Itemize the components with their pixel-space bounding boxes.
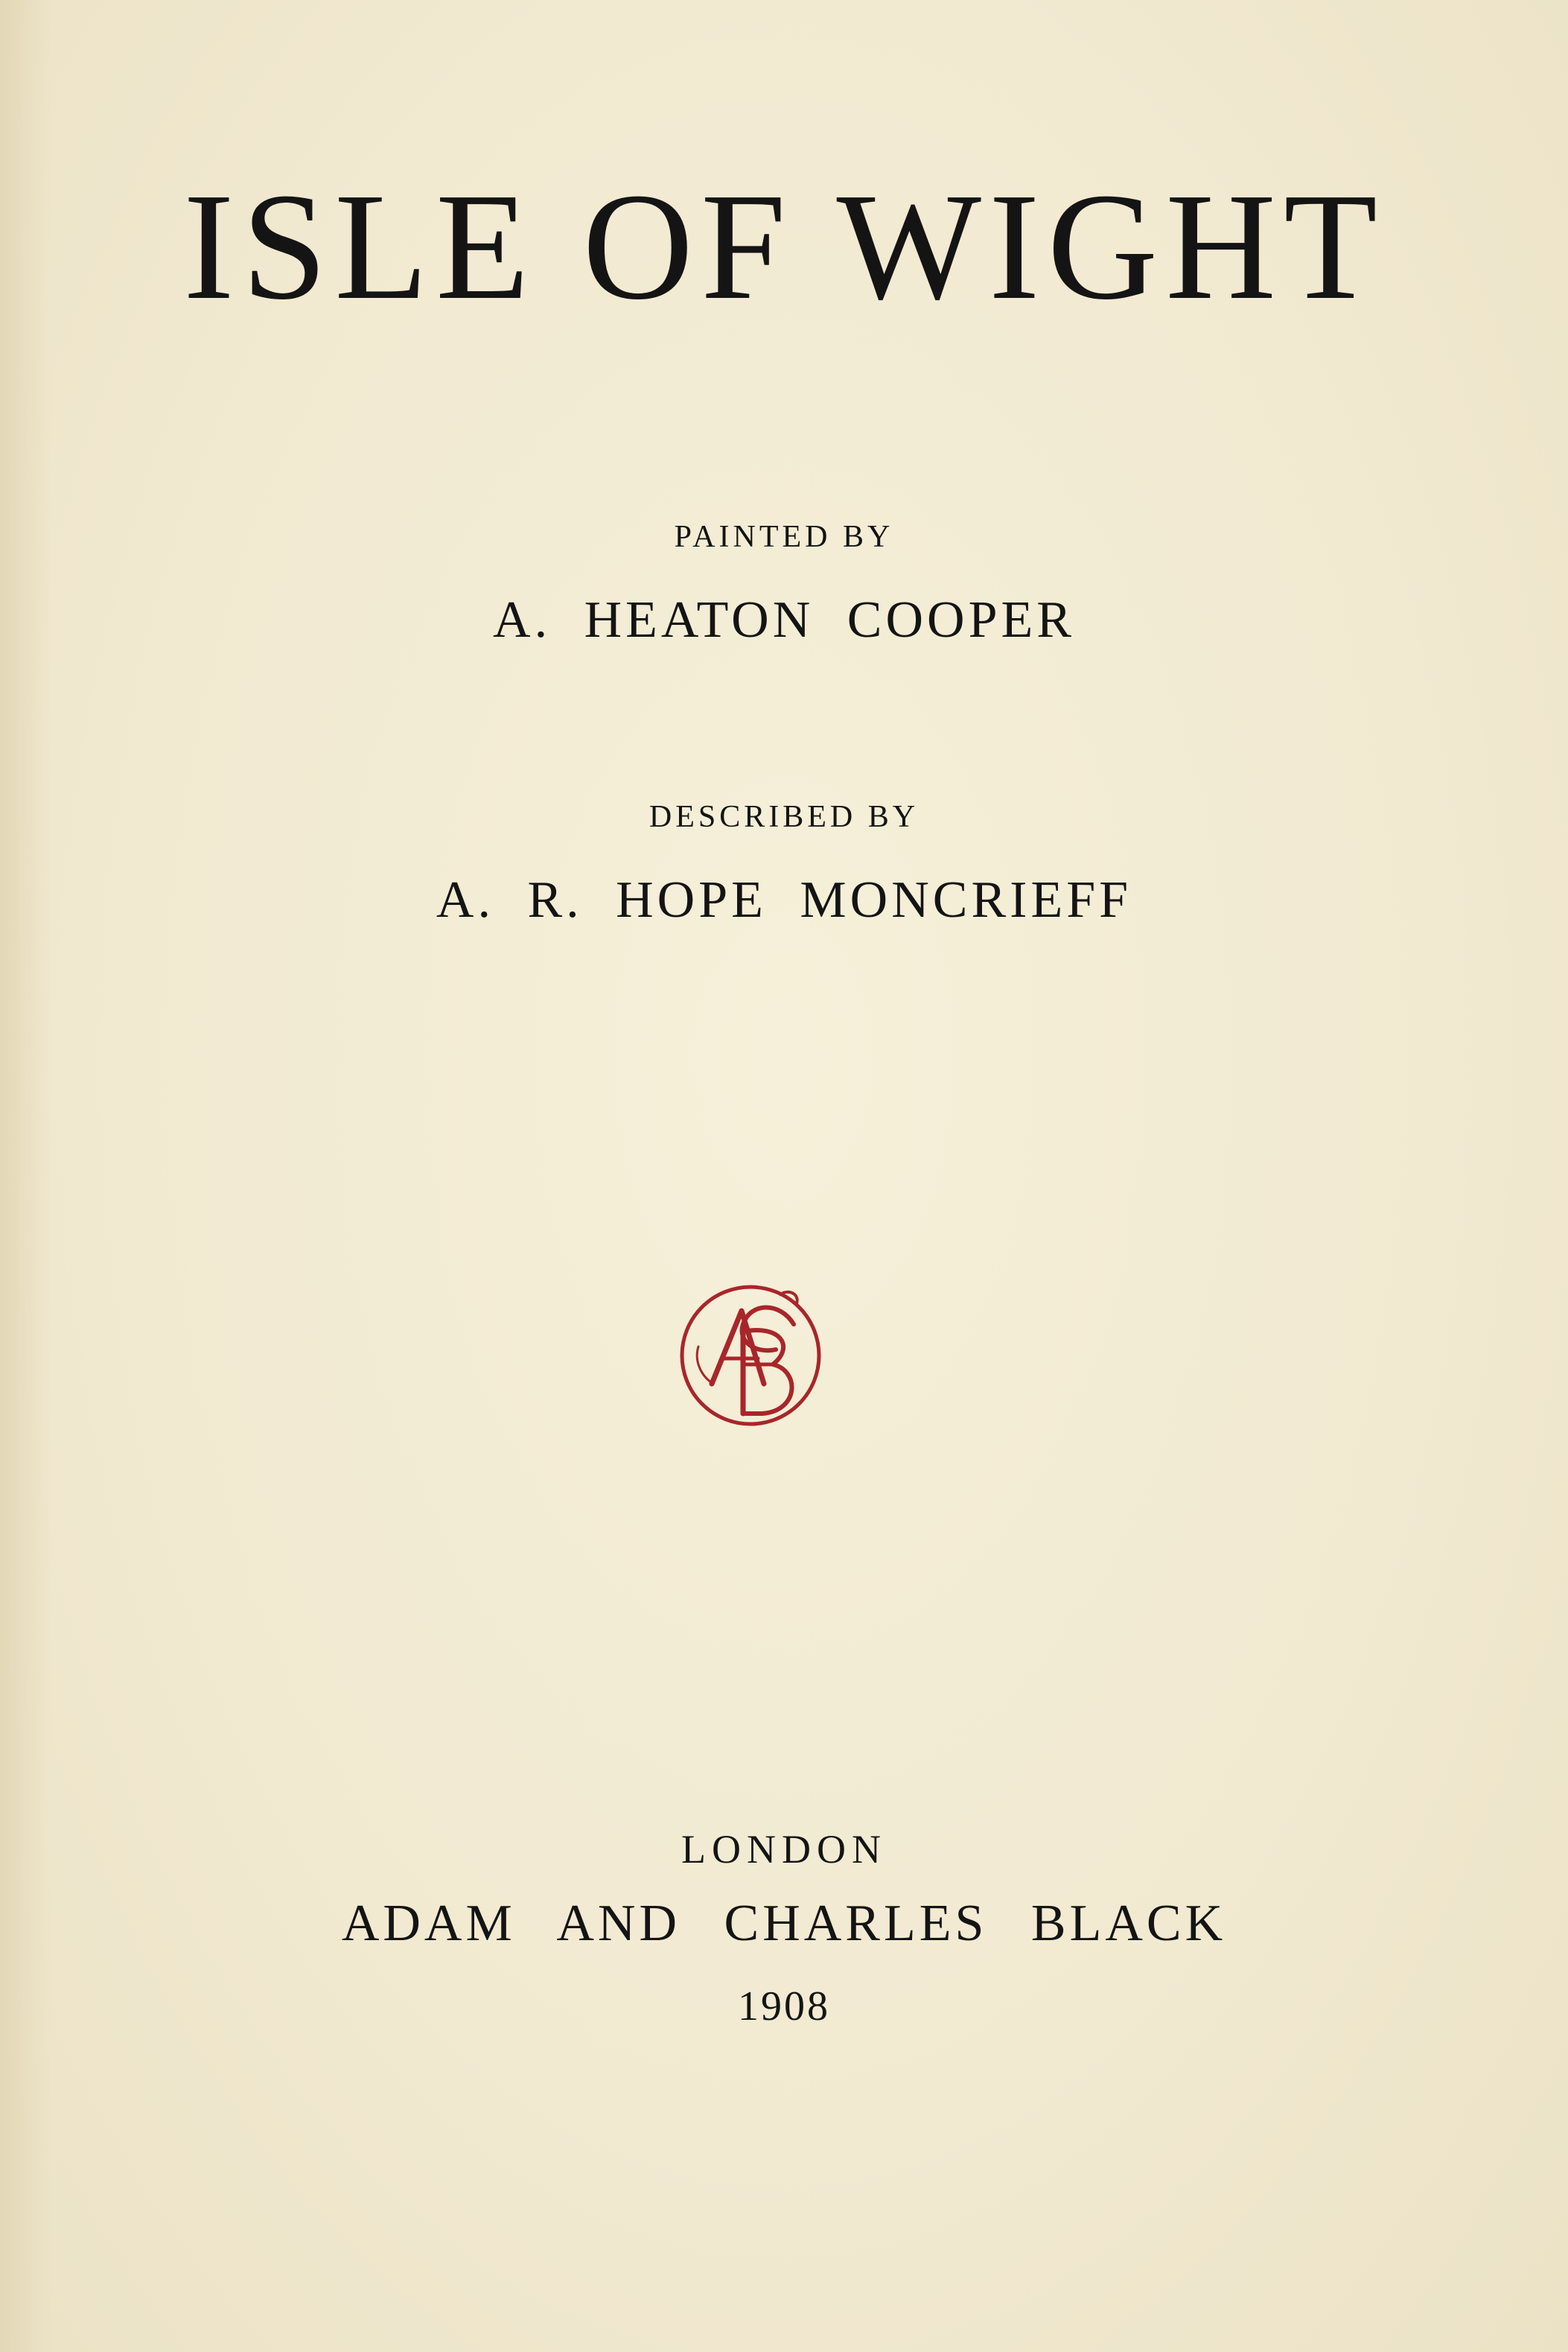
book-title: ISLE OF WIGHT xyxy=(183,161,1385,331)
publisher-name: ADAM AND CHARLES BLACK xyxy=(341,1895,1227,1952)
publication-place: LONDON xyxy=(681,1827,887,1872)
described-by-label: DESCRIBED BY xyxy=(648,800,920,834)
author-name: A. R. HOPE MONCRIEFF xyxy=(436,871,1132,929)
painted-by-label: PAINTED BY xyxy=(674,520,894,554)
painter-name: A. HEATON COOPER xyxy=(493,591,1075,649)
publisher-monogram-icon xyxy=(669,1272,832,1436)
publication-year: 1908 xyxy=(738,1983,830,2030)
